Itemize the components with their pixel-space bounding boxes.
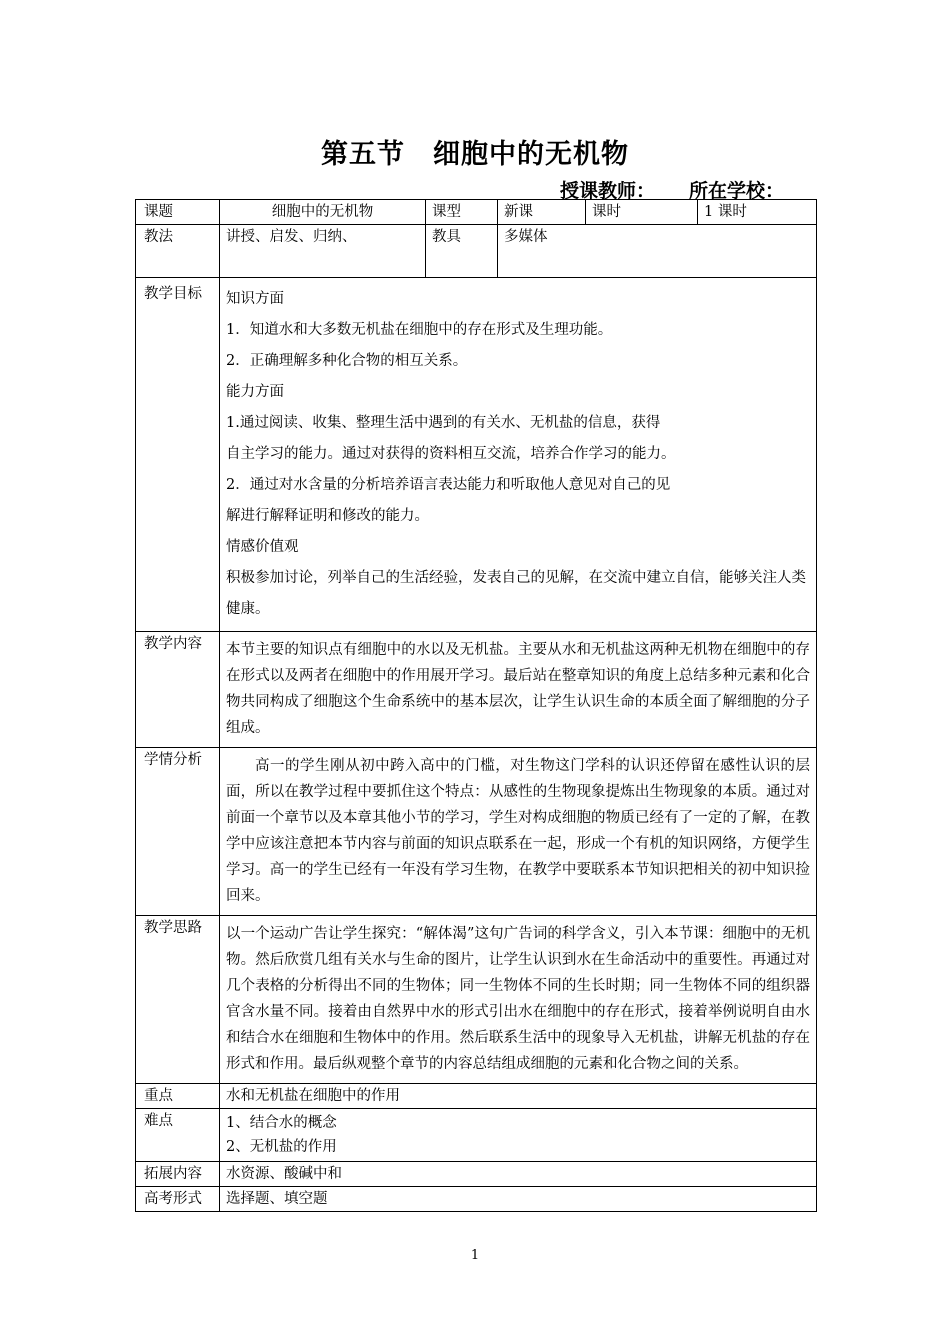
analysis-label: 学情分析 [136, 748, 220, 916]
goal-line: 自主学习的能力。通过对获得的资料相互交流，培养合作学习的能力。 [226, 446, 676, 462]
type-value: 新课 [498, 200, 586, 225]
type-label: 课型 [426, 200, 498, 225]
goal-line: 知识方面 [226, 291, 284, 307]
school-label: 所在学校： [689, 180, 785, 202]
content-label: 教学内容 [136, 632, 220, 748]
table-row [136, 1187, 817, 1212]
page-number: 1 [470, 1248, 480, 1263]
hours-label: 课时 [586, 200, 698, 225]
goal-line: 积极参加讨论，列举自己的生活经验，发表自己的见解，在交流中建立自信，能够关注人类健康。 [226, 570, 806, 617]
method-value: 讲授、启发、归纳、 [220, 225, 426, 278]
key-value: 水和无机盐在细胞中的作用 [220, 1084, 817, 1109]
tools-label: 教具 [426, 225, 498, 278]
section-title: 细胞中的无机物 [433, 139, 629, 170]
lesson-plan-table [135, 199, 817, 1212]
goal-line: 2．正确理解多种化合物的相互关系。 [226, 353, 468, 369]
goal-line: 情感价值观 [226, 539, 299, 555]
method-label: 教法 [136, 225, 220, 278]
difficult-cell [220, 1109, 817, 1162]
goal-line: 2．通过对水含量的分析培养语言表达能力和听取他人意见对自己的见 [226, 477, 671, 493]
table-row [136, 748, 817, 916]
table-row [136, 225, 817, 278]
analysis-text: 高一的学生刚从初中跨入高中的门槛，对生物这门学科的认识还停留在感性认识的层面，所以在教学过程中要抓住这个特点：从感性的生物现象提炼出生物现象的本质。通过对前面一个章节以及本章其他小节的学习，学生对构成细胞的物质已经有了一定的了解，在教学中应该注意把本节内容与前面的知识点联系在一起，形成一个有机的知识网络，方便学生学习。高一的学生已经有一年没有学习生物，在教学中要联系本节知识把相关的初中知识捡回来。 [226, 758, 810, 904]
extension-label: 拓展内容 [136, 1162, 220, 1187]
section-number: 第五节 [321, 139, 405, 170]
analysis-cell [220, 748, 817, 916]
approach-cell [220, 916, 817, 1084]
table-row [136, 1162, 817, 1187]
goal-line: 1.通过阅读、收集、整理生活中遇到的有关水、无机盐的信息，获得 [226, 415, 661, 431]
key-label: 重点 [136, 1084, 220, 1109]
difficult-item: 1、结合水的概念 [226, 1115, 337, 1131]
table-row [136, 1084, 817, 1109]
hours-value: 1 课时 [698, 200, 817, 225]
extension-value: 水资源、酸碱中和 [220, 1162, 817, 1187]
goal-line: 能力方面 [226, 384, 284, 400]
table-row [136, 200, 817, 225]
topic-label: 课题 [136, 200, 220, 225]
goal-line: 1．知道水和大多数无机盐在细胞中的存在形式及生理功能。 [226, 322, 613, 338]
table-row [136, 632, 817, 748]
content-text: 本节主要的知识点有细胞中的水以及无机盐。主要从水和无机盐这两种无机物在细胞中的存在形式以及两者在细胞中的作用展开学习。最后站在整章知识的角度上总结多种元素和化合物共同构成了细胞这个生命系统中的基本层次，让学生认识生命的本质全面了解细胞的分子组成。 [226, 642, 810, 736]
exam-value: 选择题、填空题 [220, 1187, 817, 1212]
teacher-label: 授课教师： [560, 180, 656, 202]
difficult-item: 2、无机盐的作用 [226, 1139, 337, 1155]
topic-value: 细胞中的无机物 [220, 200, 426, 225]
difficult-label: 难点 [136, 1109, 220, 1162]
goal-line: 解进行解释证明和修改的能力。 [226, 508, 429, 524]
approach-text: 以一个运动广告让学生探究：“解体渴”这句广告词的科学含义，引入本节课：细胞中的无机物。然后欣赏几组有关水与生命的图片，让学生认识到水在生命活动中的重要性。再通过对几个表格的分析得出不同的生物体；同一生物体不同的生长时期；同一生物体不同的组织器官含水量不同。接着由自然界中水的形式引出水在细胞中的存在形式，接着举例说明自由水和结合水在细胞和生物体中的作用。然后联系生活中的现象导入无机盐，讲解无机盐的存在形式和作用。最后纵观整个章节的内容总结组成细胞的元素和化合物之间的关系。 [226, 926, 810, 1072]
table-row [136, 1109, 817, 1162]
table-row [136, 278, 817, 632]
page-title [0, 132, 950, 171]
approach-label: 教学思路 [136, 916, 220, 1084]
tools-value: 多媒体 [498, 225, 817, 278]
exam-label: 高考形式 [136, 1187, 220, 1212]
content-cell [220, 632, 817, 748]
table-row [136, 916, 817, 1084]
goals-label: 教学目标 [136, 278, 220, 632]
goals-cell [220, 278, 817, 632]
